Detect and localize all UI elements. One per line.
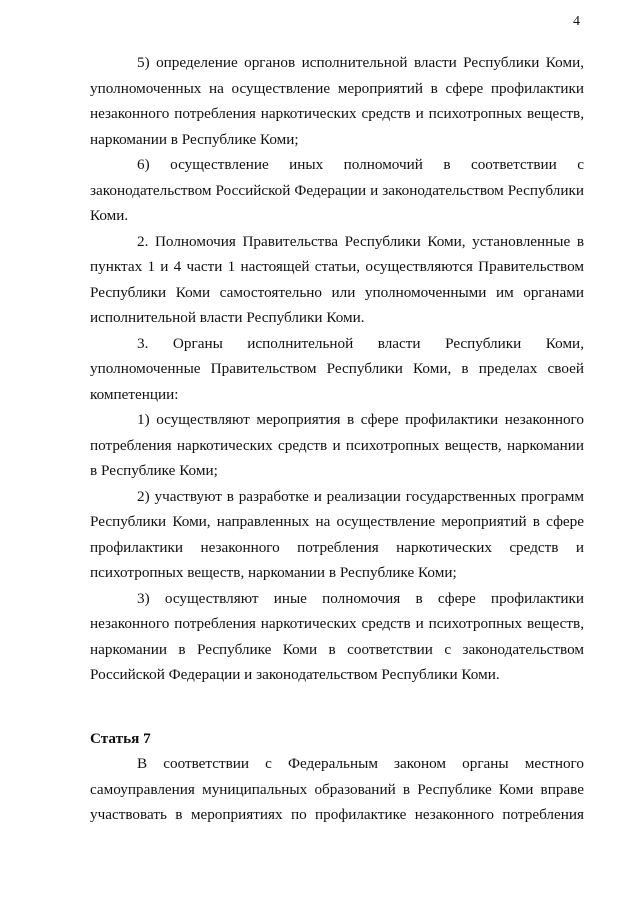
page-number: 4 — [573, 14, 580, 29]
paragraph-subitem-1: 1) осуществляют мероприятия в сфере профилактики незаконного потребления наркотических средств и психотропных веществ, наркомании в Республике Коми; — [90, 411, 584, 479]
paragraph-item-6: 6) осуществление иных полномочий в соответствии с законодательством Российской Федерации и законодательством Республики Коми. — [90, 156, 584, 224]
document-body — [90, 50, 584, 828]
paragraph-subitem-3: 3) осуществляют иные полномочия в сфере профилактики незаконного потребления наркотических средств и психотропных веществ, наркомании в Республике Коми в соответствии с законодательством Российской Федерации и законодательством Республики Коми. — [90, 589, 584, 683]
paragraph-section-2: 2. Полномочия Правительства Республики Коми, установленные в пунктах 1 и 4 части 1 настоящей статьи, осуществляются Правительством Республики Коми самостоятельно или уполномоченными им органами исполнительной власти Республики Коми. — [90, 232, 584, 326]
paragraph-article-7: В соответствии с Федеральным законом органы местного самоуправления муниципальных образований в Республике Коми вправе участвовать в мероприятиях по профилактике незаконного потребления — [90, 755, 584, 823]
paragraph-item-5: 5) определение органов исполнительной власти Республики Коми, уполномоченных на осуществление мероприятий в сфере профилактики незаконного потребления наркотических средств и психотропных веществ, наркомании в Республике Коми; — [90, 54, 584, 148]
article-heading: Статья 7 — [90, 729, 151, 747]
paragraph-subitem-2: 2) участвуют в разработке и реализации государственных программ Республики Коми, направленных на осуществление мероприятий в сфере профилактики незаконного потребления наркотических средств и психотропных веществ, наркомании в Республике Коми; — [90, 487, 584, 581]
paragraph-section-3: 3. Органы исполнительной власти Республики Коми, уполномоченные Правительством Республики Коми, в пределах своей компетенции: — [90, 334, 584, 403]
